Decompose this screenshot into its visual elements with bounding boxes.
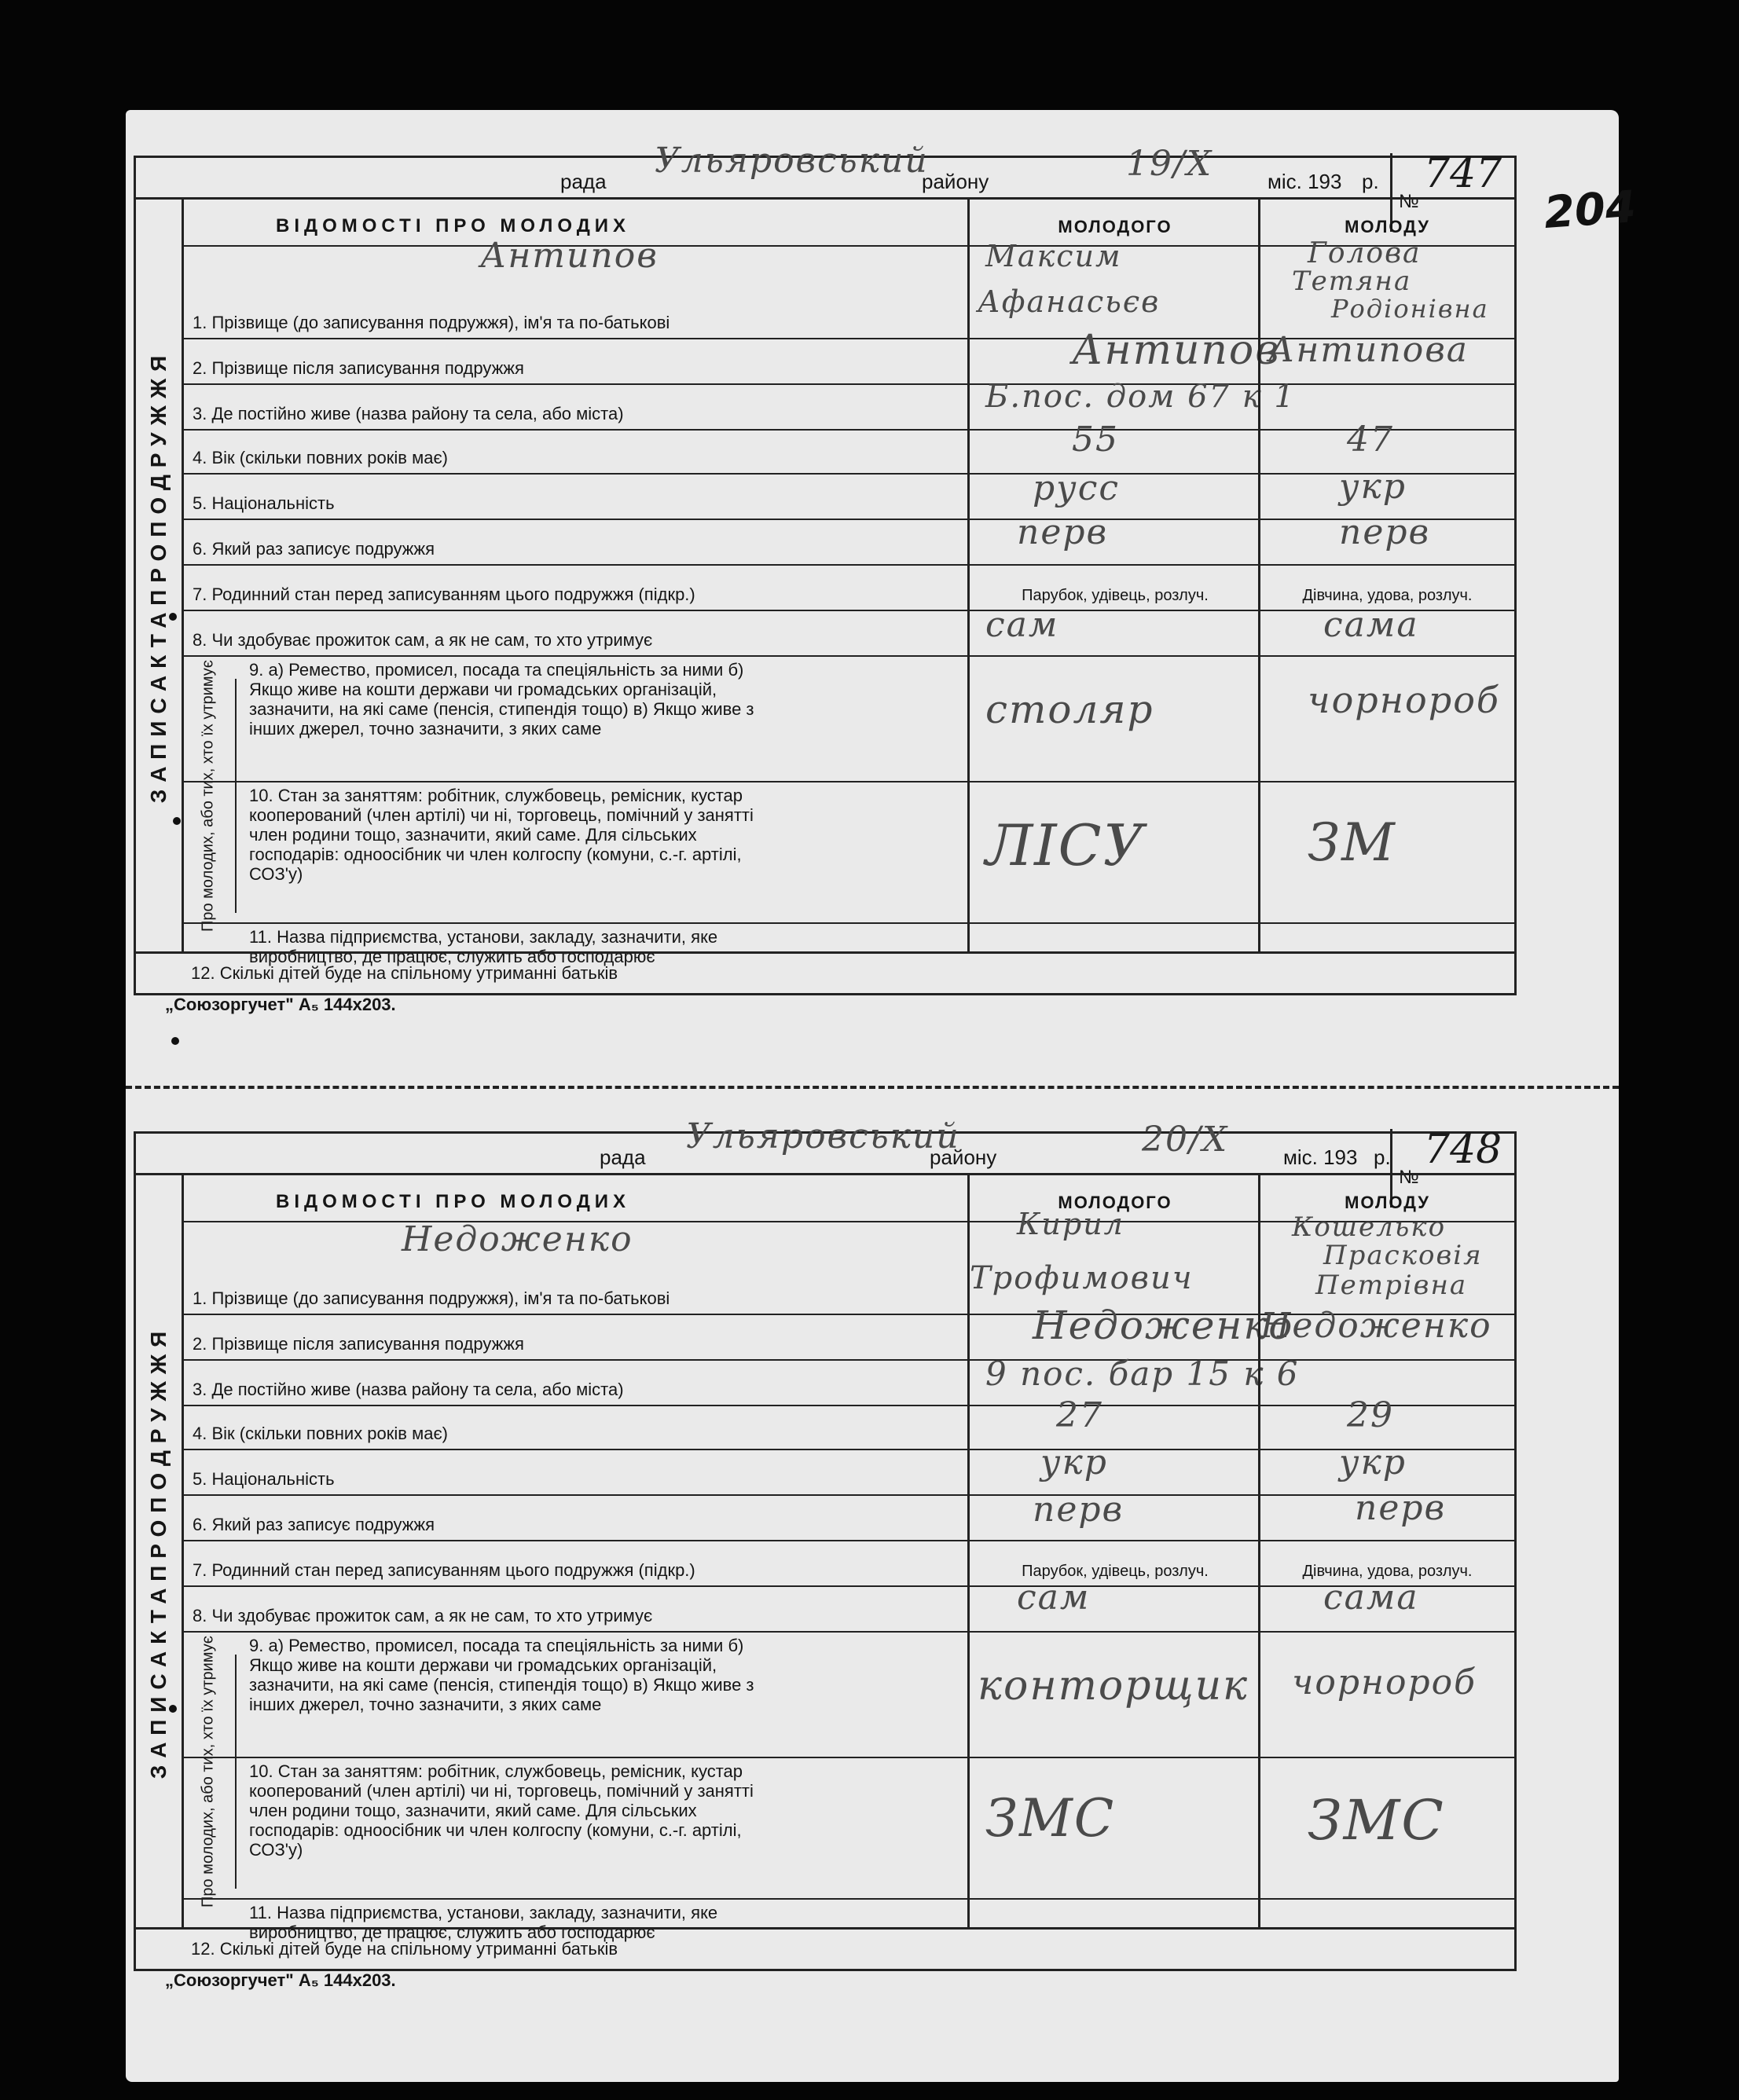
hw-bride-patronymic: Родіонівна [1331, 294, 1489, 324]
record-number: 747 [1424, 150, 1502, 197]
hw-groom-surname: Недоженко [402, 1219, 633, 1259]
row-q6: 6. Який раз записує подружжя перв перв [182, 519, 1514, 566]
hw-day: 20/X [1142, 1120, 1229, 1160]
hw-groom-times: перв [1033, 1490, 1124, 1530]
hw-bride-times: перв [1355, 1488, 1447, 1528]
marriage-record-form-2 [134, 1116, 1517, 1990]
form-grid [134, 1173, 1517, 1971]
row-q4: 4. Вік (скільки повних років має) 55 47 [182, 429, 1514, 475]
hw-groom-times: перв [1017, 512, 1109, 552]
row-q8: 8. Чи здобуває прожиток сам, а як не сам, то хто утримує сам сама [182, 1585, 1514, 1633]
marriage-record-form-1 [134, 141, 1517, 1014]
label-rada: рада [560, 170, 607, 193]
hw-groom-patronymic: Трофимович [970, 1260, 1194, 1296]
hw-groom-occupation: столяр [985, 687, 1154, 732]
hw-bride-support: сама [1323, 1578, 1419, 1618]
hw-bride-status: ЗМС [1308, 1788, 1445, 1853]
hw-groom-nationality: укр [1040, 1442, 1108, 1482]
hw-bride-support: сама [1323, 605, 1419, 645]
row-q1: 1. Прізвище (до записування подружжя), ім'я та по-батькові Недоженко Кирил Трофимович Кошелько Прасковія Петрівна [182, 1221, 1514, 1315]
hw-bride-age: 47 [1347, 420, 1394, 460]
hw-day: 19/X [1126, 144, 1213, 184]
hw-groom-age: 55 [1072, 420, 1119, 460]
hw-bride-nationality: укр [1339, 1442, 1407, 1482]
row-q8: 8. Чи здобуває прожиток сам, а як не сам, то хто утримує сам сама [182, 610, 1514, 657]
hw-bride-nationality: укр [1339, 467, 1407, 507]
hw-groom-residence: 9 пос. бар 15 к 6 [985, 1354, 1300, 1393]
hw-groom-status: ЛІСУ [985, 812, 1146, 878]
hw-rada: Ульяровський [686, 1116, 960, 1156]
punch-hole [171, 1037, 179, 1045]
archive-page-number: 204 [1542, 181, 1638, 239]
row-q7: 7. Родинний стан перед записуванням цього подружжя (підкр.) Парубок, удівець, розлуч. Дівчина, удова, розлуч. [182, 564, 1514, 611]
hw-bride-times: перв [1339, 512, 1431, 552]
row-q10: 10. Стан за заняттям: робітник, службовець, ремісник, кустар кооперований (член артілі) чи ні, торговець, помічний у занятті член родини тощо, зазначити, який саме. Для сільських господарів: одноосібник чи член колгоспу (комуни, с.-г. артілі, СОЗ'у) ЗМС ЗМС [182, 1757, 1514, 1900]
hw-bride-new-surname: Недоженко [1260, 1306, 1492, 1346]
row-q2: 2. Прізвище після записування подружжя Недоженко Недоженко [182, 1314, 1514, 1361]
side-title: ЗАПИСАКТАПРОПОДРУЖЖЯ [136, 1175, 184, 1928]
header-bride: МОЛОДУ [1345, 1193, 1430, 1212]
header-info: ВІДОМОСТІ ПРО МОЛОДИХ [276, 1191, 631, 1212]
hw-bride-occupation: чорнороб [1308, 679, 1500, 721]
hw-groom-name: Максим [985, 239, 1122, 273]
hw-bride-patronymic: Петрівна [1315, 1270, 1468, 1301]
row-q9: 9. а) Ремество, промисел, посада та спеціяльність за ними б) Якщо живе на кошти держави чи громадських організацій, зазначити, на які саме (пенсія, стипендія тощо) в) Якщо живе з інших джерел, точно зазначити, з яких саме столяр чорнороб [182, 655, 1514, 782]
printer-imprint: „Союзоргучет" А₅ 144х203. [165, 995, 396, 1014]
form-grid [134, 197, 1517, 995]
row-q12: 12. Скількі дітей буде на спільному утриманні батьків [136, 951, 1514, 993]
label-raionu: району [930, 1145, 997, 1169]
record-number: 748 [1424, 1126, 1502, 1173]
header-groom: МОЛОДОГО [1058, 217, 1172, 236]
row-q6: 6. Який раз записує подружжя перв перв [182, 1494, 1514, 1541]
row-q7: 7. Родинний стан перед записуванням цього подружжя (підкр.) Парубок, удівець, розлуч. Дівчина, удова, розлуч. [182, 1540, 1514, 1587]
hw-groom-occupation: конторщик [978, 1662, 1249, 1710]
hw-groom-new-surname: Антипов [1072, 327, 1281, 374]
hw-groom-new-surname: Недоженко [1033, 1303, 1294, 1348]
hw-groom-age: 27 [1056, 1395, 1103, 1435]
row-q3: 3. Де постійно живе (назва району та села, або міста) 9 пос. бар 15 к 6 [182, 1359, 1514, 1406]
form-header [134, 141, 1517, 212]
hw-bride-name: Прасковія [1323, 1240, 1483, 1271]
printer-imprint: „Союзоргучет" А₅ 144х203. [165, 1970, 396, 1990]
row-q3: 3. Де постійно живе (назва району та села, або міста) Б.пос. дом 67 к 1 [182, 383, 1514, 431]
form-header [134, 1116, 1517, 1188]
header-bride: МОЛОДУ [1345, 217, 1430, 236]
hw-bride-new-surname: Антипова [1268, 330, 1469, 370]
hw-bride-status: ЗМ [1308, 812, 1396, 873]
label-r: р. [1362, 170, 1379, 193]
header-groom: МОЛОДОГО [1058, 1193, 1172, 1212]
label-number-sign: № [1399, 1167, 1419, 1188]
hw-groom-nationality: русс [1033, 468, 1120, 508]
hw-bride-surname: Голова [1308, 237, 1422, 269]
side-title: ЗАПИСАКТАПРОПОДРУЖЖЯ [136, 200, 184, 952]
row-q4: 4. Вік (скільки повних років має) 27 29 [182, 1405, 1514, 1450]
row-q11: 11. Назва підприємства, установи, закладу, зазначити, яке виробництво, де працює, служить або господарює [182, 1898, 1514, 1928]
row-q12: 12. Скількі дітей буде на спільному утриманні батьків [136, 1927, 1514, 1969]
row-q11: 11. Назва підприємства, установи, закладу, зазначити, яке виробництво, де працює, служить або господарює [182, 922, 1514, 952]
hw-bride-occupation: чорнороб [1292, 1662, 1477, 1702]
row-q5: 5. Національність русс укр [182, 473, 1514, 520]
hw-bride-surname: Кошелько [1292, 1211, 1447, 1243]
hw-groom-patronymic: Афанасьєв [978, 284, 1161, 319]
row-q10: 10. Стан за заняттям: робітник, службовець, ремісник, кустар кооперований (член артілі) чи ні, торговець, помічний у занятті член родини тощо, зазначити, який саме. Для сільських господарів: одноосібник чи член колгоспу (комуни, с.-г. артілі, СОЗ'у) ЛІСУ ЗМ [182, 781, 1514, 924]
label-raionu: району [922, 170, 989, 193]
hw-groom-support: сам [985, 605, 1059, 645]
row-q2: 2. Прізвище після записування подружжя Антипов Антипова [182, 338, 1514, 385]
sub-title: Про молодих, або тих, хто їх утримує [182, 679, 237, 913]
header-info: ВІДОМОСТІ ПРО МОЛОДИХ [276, 215, 631, 236]
hw-groom-residence: Б.пос. дом 67 к 1 [985, 379, 1296, 415]
row-q1: 1. Прізвище (до записування подружжя), ім'я та по-батькові Антипов Максим Афанасьєв Голова Тетяна Родіонівна [182, 245, 1514, 339]
hw-groom-surname: Антипов [480, 236, 659, 276]
hw-bride-age: 29 [1347, 1395, 1394, 1435]
hw-groom-support: сам [1017, 1578, 1091, 1618]
row-q5: 5. Національність укр укр [182, 1449, 1514, 1496]
label-month-year: міс. 193 [1268, 170, 1342, 193]
label-number-sign: № [1399, 191, 1419, 212]
hw-groom-status: ЗМС [985, 1788, 1116, 1849]
label-r: р. [1374, 1145, 1391, 1169]
hw-rada: Ульяровський [655, 141, 929, 181]
hw-bride-name: Тетяна [1292, 266, 1412, 297]
hw-groom-name: Кирил [1017, 1207, 1124, 1241]
sub-title: Про молодих, або тих, хто їх утримує [182, 1655, 237, 1889]
label-rada: рада [600, 1145, 646, 1169]
row-q9: 9. а) Ремество, промисел, посада та спеціяльність за ними б) Якщо живе на кошти держави чи громадських організацій, зазначити, на які саме (пенсія, стипендія тощо) в) Якщо живе з інших джерел, точно зазначити, з яких саме конторщик чорнороб [182, 1631, 1514, 1758]
label-month-year: міс. 193 [1283, 1145, 1358, 1169]
